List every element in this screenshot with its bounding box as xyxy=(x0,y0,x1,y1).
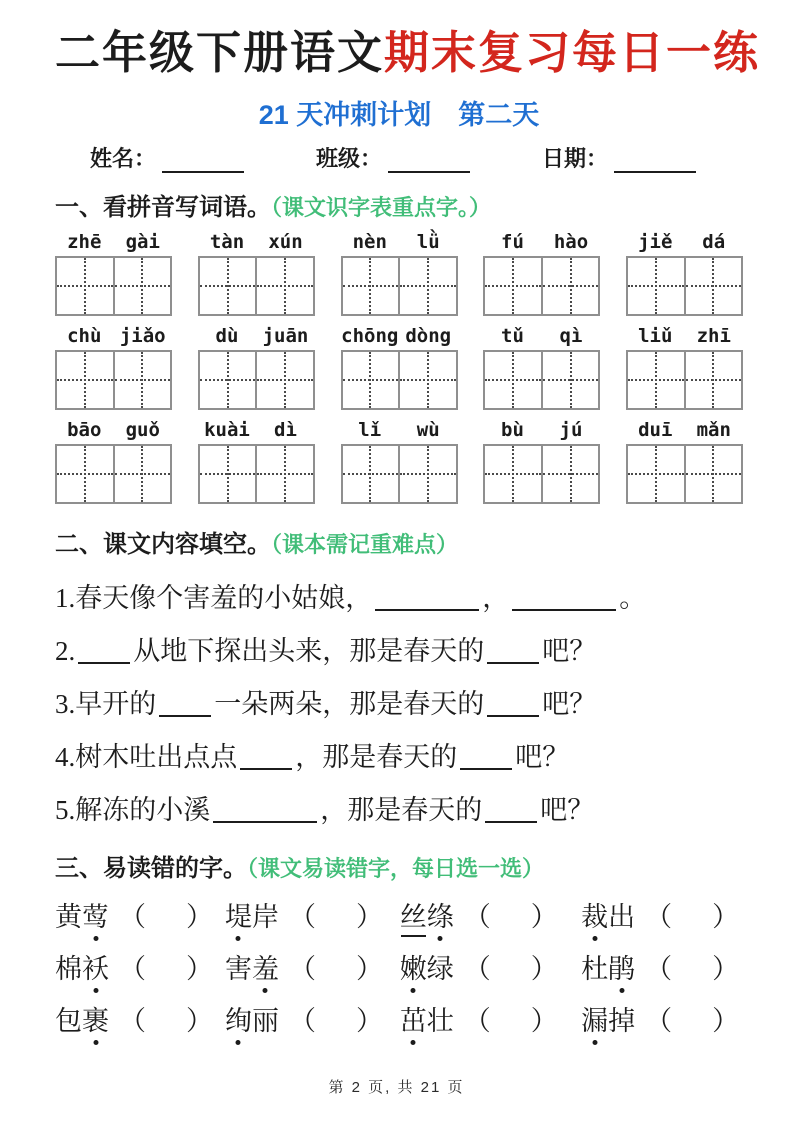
answer-parentheses: （ ） xyxy=(645,901,740,932)
writing-grid-cell xyxy=(398,352,456,408)
writing-grid-cell xyxy=(255,446,313,502)
pinyin-syllable: dòng xyxy=(405,324,452,347)
pinyin-label xyxy=(341,325,458,347)
answer-parentheses: （ ） xyxy=(288,953,383,984)
writing-grid-cell xyxy=(57,446,113,502)
pinyin-label xyxy=(55,231,172,253)
section-3-header xyxy=(55,848,743,883)
writing-grid-cell xyxy=(57,352,113,408)
writing-grid-cell xyxy=(343,446,399,502)
writing-grid-cell xyxy=(255,258,313,314)
word-group xyxy=(483,419,600,504)
class-blank xyxy=(388,151,470,173)
class-label: 班级： xyxy=(316,145,383,171)
answer-blank xyxy=(485,796,537,823)
writing-grid-box xyxy=(198,444,315,504)
pinyin-row xyxy=(55,325,743,410)
word-group xyxy=(198,419,315,504)
answer-blank xyxy=(375,584,479,611)
word-char: 掉 xyxy=(608,1005,636,1036)
pinyin-syllable: nèn xyxy=(352,230,387,253)
word-choice-item xyxy=(400,895,581,934)
word-char: 杜 xyxy=(581,953,609,984)
word-group xyxy=(341,231,458,316)
pinyin-syllable: duī xyxy=(638,418,673,441)
sentence-text: 吧？ xyxy=(515,741,570,772)
answer-blank xyxy=(78,637,130,664)
pinyin-syllable: fú xyxy=(501,230,524,253)
word-char: 莺 xyxy=(82,895,109,934)
word-group xyxy=(483,325,600,410)
word-char: 茁 xyxy=(400,999,427,1038)
pinyin-label xyxy=(55,419,172,441)
word-group xyxy=(483,231,600,316)
pinyin-label xyxy=(626,325,743,347)
fill-blank-sentence xyxy=(55,743,743,771)
pinyin-syllable: wù xyxy=(416,418,440,441)
class-field xyxy=(316,142,470,173)
word-char: 绿 xyxy=(426,953,454,984)
word-group xyxy=(341,325,458,410)
fill-blank-sentence xyxy=(55,690,743,718)
sentence-text: 5.解冻的小溪 xyxy=(55,794,211,825)
writing-grid-box xyxy=(55,444,172,504)
writing-grid-cell xyxy=(398,446,456,502)
pinyin-syllable: jiě xyxy=(638,230,673,253)
sentence-text: ，那是春天的 xyxy=(320,794,483,825)
pinyin-label xyxy=(626,419,743,441)
answer-parentheses: （ ） xyxy=(463,953,558,984)
writing-grid-cell xyxy=(200,352,256,408)
word-group xyxy=(55,231,172,316)
word-text xyxy=(400,947,454,986)
pinyin-syllable: dì xyxy=(274,418,297,441)
answer-parentheses: （ ） xyxy=(463,901,558,932)
word-char: 堤 xyxy=(225,895,252,934)
section-1-title: 一、看拼音写词语。 xyxy=(55,193,271,221)
word-char: 黄 xyxy=(55,901,82,932)
pinyin-label xyxy=(341,419,458,441)
writing-grid-cell xyxy=(628,352,684,408)
word-char: 岸 xyxy=(251,901,279,932)
pinyin-label xyxy=(483,231,600,253)
writing-grid-cell xyxy=(343,258,399,314)
writing-grid-cell xyxy=(628,258,684,314)
word-choice-item xyxy=(581,895,743,934)
word-text xyxy=(225,999,279,1038)
word-char: 丽 xyxy=(251,1005,279,1036)
word-group xyxy=(198,325,315,410)
writing-grid-box xyxy=(198,256,315,316)
writing-grid-cell xyxy=(684,352,742,408)
answer-parentheses: （ ） xyxy=(288,901,383,932)
name-field xyxy=(90,142,244,173)
word-char: 绚 xyxy=(225,999,252,1038)
answer-blank xyxy=(512,584,616,611)
sentence-text: ， xyxy=(482,582,510,613)
answer-parentheses: （ ） xyxy=(119,901,213,932)
answer-blank xyxy=(460,743,512,770)
word-choice-item xyxy=(55,895,225,934)
section-2-note: （课本需记重难点） xyxy=(271,531,459,557)
sentence-text: 3.早开的 xyxy=(55,688,157,719)
fill-blank-sentence xyxy=(55,796,743,824)
writing-grid-box xyxy=(198,350,315,410)
pinyin-syllable: zhē xyxy=(67,230,102,253)
writing-grid-box xyxy=(483,350,600,410)
title-black-part: 二年级下册语文 xyxy=(55,28,385,78)
date-field xyxy=(542,142,696,173)
writing-grid-cell xyxy=(541,446,599,502)
fill-blank-sentences xyxy=(55,584,743,824)
pinyin-syllable: tǔ xyxy=(501,324,524,347)
pinyin-syllable: mǎn xyxy=(696,418,731,441)
pinyin-writing-area xyxy=(55,231,743,504)
word-char: 鹃 xyxy=(608,947,635,986)
writing-grid-cell xyxy=(628,446,684,502)
sentence-text: 吧？ xyxy=(540,794,595,825)
word-text xyxy=(581,999,635,1038)
pinyin-row xyxy=(55,419,743,504)
word-group xyxy=(626,325,743,410)
pinyin-syllable: hào xyxy=(553,230,589,253)
pinyin-label xyxy=(198,325,315,347)
pinyin-syllable: bāo xyxy=(67,418,102,441)
pinyin-syllable: bù xyxy=(501,418,524,441)
pinyin-syllable: xún xyxy=(268,230,303,253)
section-1-header xyxy=(55,187,743,222)
writing-grid-box xyxy=(626,256,743,316)
sentence-text: 一朵两朵，那是春天的 xyxy=(214,688,485,719)
pinyin-label xyxy=(483,419,600,441)
writing-grid-cell xyxy=(684,258,742,314)
page-footer: 第 2 页, 共 21 页 xyxy=(328,1079,465,1096)
pinyin-syllable: dá xyxy=(702,230,726,253)
pinyin-syllable: chōng xyxy=(341,324,399,347)
writing-grid-cell xyxy=(113,352,171,408)
word-char: 漏 xyxy=(581,999,608,1038)
writing-grid-box xyxy=(341,256,458,316)
pinyin-syllable: jú xyxy=(559,418,583,441)
pinyin-syllable: zhī xyxy=(696,324,731,347)
fill-blank-sentence xyxy=(55,584,743,612)
writing-grid-cell xyxy=(343,352,399,408)
writing-grid-box xyxy=(55,350,172,410)
sentence-text: 从地下探出头来，那是春天的 xyxy=(133,635,485,666)
word-char: 出 xyxy=(608,901,636,932)
word-choice-item xyxy=(581,947,743,986)
word-group xyxy=(341,419,458,504)
word-char: 包 xyxy=(55,1005,82,1036)
pinyin-label xyxy=(626,231,743,253)
word-group xyxy=(55,419,172,504)
word-text xyxy=(55,947,109,986)
writing-grid-cell xyxy=(255,352,313,408)
word-text xyxy=(400,895,454,934)
writing-grid-cell xyxy=(485,352,541,408)
pinyin-syllable: tàn xyxy=(209,230,245,253)
sentence-text: ，那是春天的 xyxy=(295,741,458,772)
sentence-text: 吧？ xyxy=(542,635,597,666)
pinyin-syllable: lǜ xyxy=(416,230,440,253)
word-char: 丝 xyxy=(400,895,427,934)
pinyin-label xyxy=(341,231,458,253)
writing-grid-cell xyxy=(485,258,541,314)
word-char: 嫩 xyxy=(400,947,427,986)
word-text xyxy=(225,895,279,934)
pinyin-label xyxy=(483,325,600,347)
section-2-title: 二、课文内容填空。 xyxy=(55,530,271,558)
word-text xyxy=(225,947,279,986)
word-char: 壮 xyxy=(426,1005,454,1036)
word-choice-item xyxy=(55,947,225,986)
name-label: 姓名： xyxy=(90,145,157,171)
writing-grid-cell xyxy=(541,352,599,408)
word-text xyxy=(581,895,635,934)
date-label: 日期： xyxy=(542,145,609,171)
writing-grid-box xyxy=(626,444,743,504)
writing-grid-cell xyxy=(113,446,171,502)
pinyin-syllable: kuài xyxy=(204,418,250,441)
word-char: 裁 xyxy=(581,895,608,934)
page-title xyxy=(55,28,761,80)
sentence-text: 1.春天像个害羞的小姑娘， xyxy=(55,582,373,613)
sentence-text: 2. xyxy=(55,635,76,666)
section-2-header xyxy=(55,524,743,559)
word-char: 裹 xyxy=(82,999,109,1038)
pinyin-syllable: guǒ xyxy=(125,418,160,441)
sentence-text: 。 xyxy=(619,582,647,613)
student-info-row xyxy=(90,142,743,173)
pinyin-syllable: gài xyxy=(125,230,160,253)
writing-grid-cell xyxy=(57,258,113,314)
sentence-text: 4.树木吐出点点 xyxy=(55,741,238,772)
answer-blank xyxy=(159,690,211,717)
misread-words-grid xyxy=(55,895,743,1038)
word-choice-item xyxy=(225,999,400,1038)
name-blank xyxy=(162,151,244,173)
answer-blank xyxy=(487,637,539,664)
word-char: 羞 xyxy=(252,947,279,986)
pinyin-syllable: liǔ xyxy=(638,324,673,347)
writing-grid-box xyxy=(483,444,600,504)
fill-blank-sentence xyxy=(55,637,743,665)
writing-grid-cell xyxy=(684,446,742,502)
word-group xyxy=(626,231,743,316)
answer-blank xyxy=(213,796,317,823)
writing-grid-cell xyxy=(485,446,541,502)
word-group xyxy=(198,231,315,316)
section-3-title: 三、易读错的字。 xyxy=(55,854,247,882)
pinyin-label xyxy=(55,325,172,347)
pinyin-label xyxy=(198,231,315,253)
writing-grid-cell xyxy=(200,446,256,502)
writing-grid-box xyxy=(483,256,600,316)
pinyin-syllable: dù xyxy=(215,324,239,347)
writing-grid-box xyxy=(341,444,458,504)
word-choice-item xyxy=(225,947,400,986)
word-group xyxy=(55,325,172,410)
word-choice-item xyxy=(55,999,225,1038)
word-choice-item xyxy=(400,947,581,986)
word-char: 绦 xyxy=(427,895,454,934)
pinyin-syllable: juān xyxy=(262,324,309,347)
answer-blank xyxy=(240,743,292,770)
date-blank xyxy=(614,151,696,173)
word-group xyxy=(626,419,743,504)
word-text xyxy=(55,999,109,1038)
sentence-text: 吧？ xyxy=(542,688,597,719)
pinyin-row xyxy=(55,231,743,316)
pinyin-syllable: chù xyxy=(67,324,102,347)
word-text xyxy=(400,999,454,1038)
writing-grid-box xyxy=(626,350,743,410)
answer-parentheses: （ ） xyxy=(119,953,213,984)
section-3-note: （课文易读错字，每日选一选） xyxy=(247,855,545,881)
section-1-note: （课文识字表重点字。） xyxy=(271,194,492,220)
writing-grid-box xyxy=(55,256,172,316)
writing-grid-box xyxy=(341,350,458,410)
title-red-part: 期末复习每日一练 xyxy=(384,28,761,78)
word-text xyxy=(55,895,109,934)
answer-blank xyxy=(487,690,539,717)
pinyin-syllable: qì xyxy=(559,324,583,347)
writing-grid-cell xyxy=(398,258,456,314)
answer-parentheses: （ ） xyxy=(645,953,740,984)
answer-parentheses: （ ） xyxy=(119,1005,213,1036)
word-choice-item xyxy=(400,999,581,1038)
word-text xyxy=(581,947,635,986)
word-choice-item xyxy=(581,999,743,1038)
writing-grid-cell xyxy=(200,258,256,314)
word-char: 棉 xyxy=(55,953,82,984)
word-char: 袄 xyxy=(82,947,109,986)
pinyin-label xyxy=(198,419,315,441)
word-char: 害 xyxy=(224,953,252,984)
answer-parentheses: （ ） xyxy=(288,1005,383,1036)
subtitle-day-plan: 21 天冲刺计划 第二天 xyxy=(258,99,540,130)
answer-parentheses: （ ） xyxy=(645,1005,740,1036)
writing-grid-cell xyxy=(113,258,171,314)
pinyin-syllable: lǐ xyxy=(358,418,382,441)
writing-grid-cell xyxy=(541,258,599,314)
word-choice-item xyxy=(225,895,400,934)
pinyin-syllable: jiǎo xyxy=(119,324,166,347)
answer-parentheses: （ ） xyxy=(463,1005,558,1036)
